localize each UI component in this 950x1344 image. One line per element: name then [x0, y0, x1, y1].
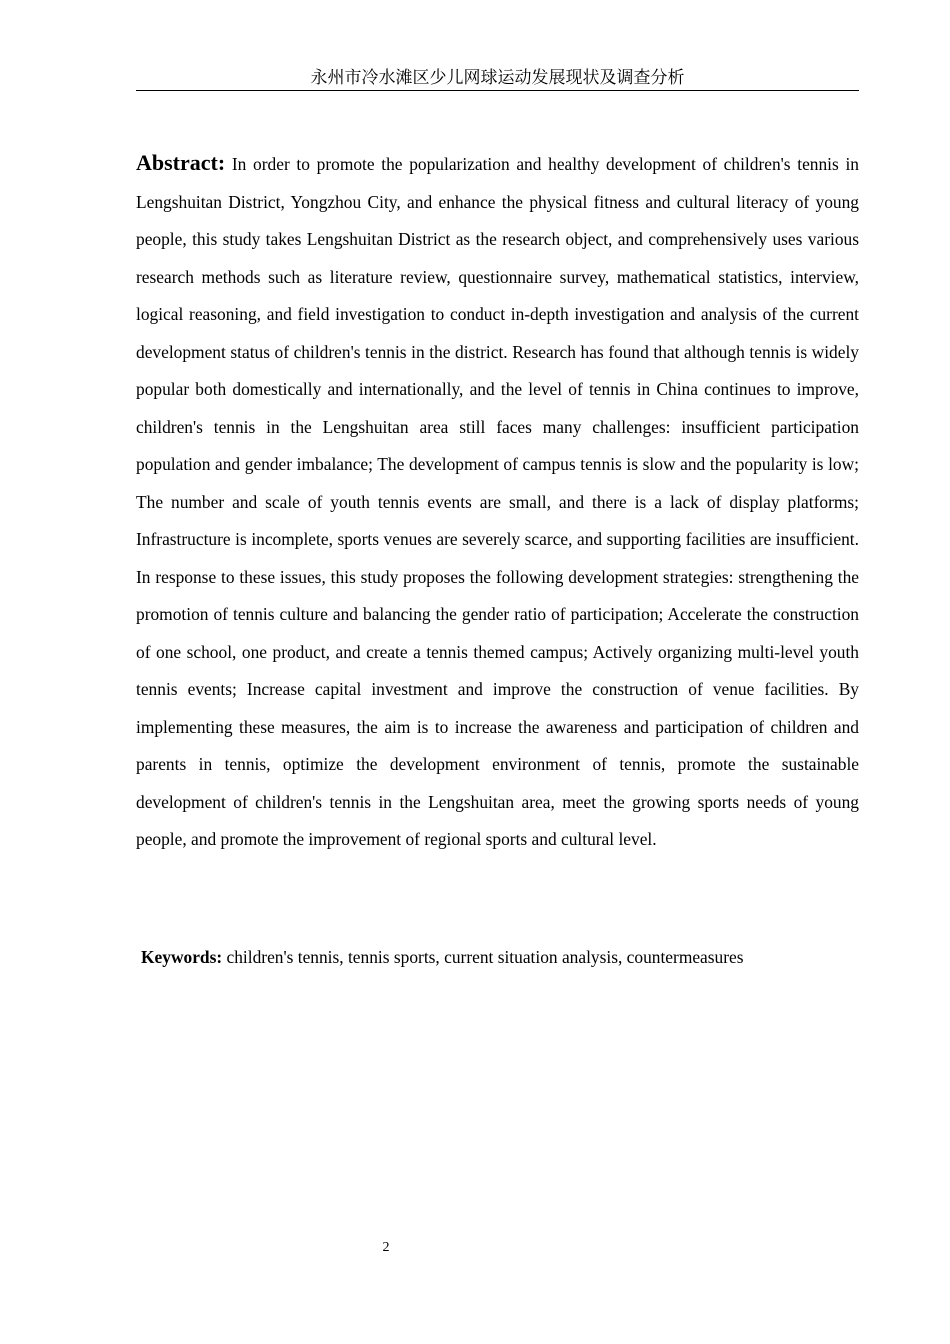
abstract-paragraph — [136, 144, 859, 859]
keywords-line — [141, 940, 859, 974]
keywords-label: Keywords: — [141, 947, 223, 967]
page-number: 2 — [382, 1240, 390, 1255]
page-header — [136, 66, 859, 91]
abstract-label: Abstract: — [136, 150, 226, 175]
document-title: 永州市冷水滩区少儿网球运动发展现状及调查分析 — [310, 68, 685, 88]
keywords-text: children's tennis, tennis sports, current situation analysis, countermeasures — [226, 947, 744, 967]
abstract-text: In order to promote the popularization and healthy development of children's tennis in Lengshuitan District, Yongzhou City, and enhance the physical fitness and cultural literacy of young people, this study takes Lengshuitan District as the research object, and comprehensively uses various research methods such as literature review, questionnaire survey, mathematical statistics, interview, logical reasoning, and field investigation to conduct in-depth investigation and analysis of the current development status of children's tennis in the district. Research has found that although tennis is widely popular both domestically and internationally, and the level of tennis in China continues to improve, children's tennis in the Lengshuitan area still faces many challenges: insufficient participation population and gender imbalance; The development of campus tennis is slow and the popularity is low; The number and scale of youth tennis events are small, and there is a lack of display platforms; Infrastructure is incomplete, sports venues are severely scarce, and supporting facilities are insufficient. In response to these issues, this study proposes the following development strategies: strengthening the promotion of tennis culture and balancing the gender ratio of participation; Accelerate the construction of one school, one product, and create a tennis themed campus; Actively organizing multi-level youth tennis events; Increase capital investment and improve the construction of venue facilities. By implementing these measures, the aim is to increase the awareness and participation of children and parents in tennis, optimize the development environment of tennis, promote the sustainable development of children's tennis in the Lengshuitan area, meet the growing sports needs of young people, and promote the improvement of regional sports and cultural level. — [136, 154, 859, 849]
